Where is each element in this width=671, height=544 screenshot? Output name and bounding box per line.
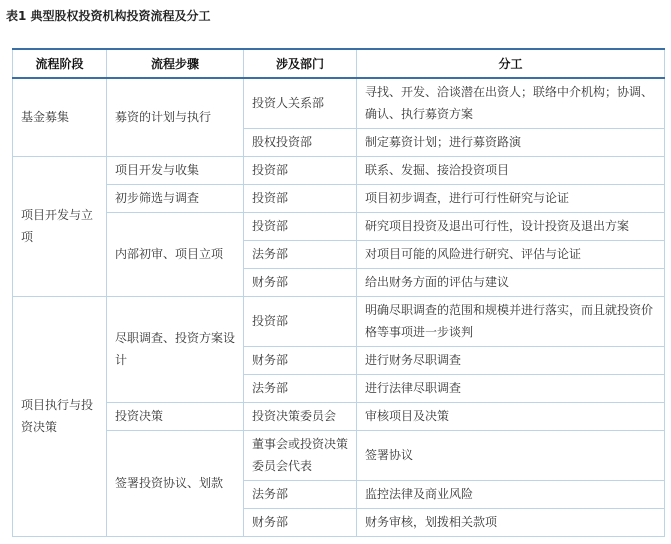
dept-cell: 法务部 bbox=[244, 480, 357, 508]
duty-cell: 项目初步调查，进行可行性研究与论证 bbox=[357, 184, 665, 212]
table-header-row bbox=[13, 49, 665, 78]
duty-cell: 签署协议 bbox=[357, 430, 665, 480]
table-row bbox=[13, 78, 665, 128]
stage-cell: 项目开发与立项 bbox=[13, 156, 107, 296]
dept-cell: 董事会或投资决策委员会代表 bbox=[244, 430, 357, 480]
step-cell: 尽职调查、投资方案设计 bbox=[107, 296, 244, 402]
dept-cell: 投资人关系部 bbox=[244, 78, 357, 128]
duty-cell: 寻找、开发、洽谈潜在出资人；联络中介机构；协调、确认、执行募资方案 bbox=[357, 78, 665, 128]
table-row bbox=[13, 296, 665, 346]
dept-cell: 股权投资部 bbox=[244, 128, 357, 156]
step-cell: 内部初审、项目立项 bbox=[107, 212, 244, 296]
duty-cell: 进行法律尽职调查 bbox=[357, 374, 665, 402]
header-step: 流程步骤 bbox=[107, 49, 244, 78]
step-cell: 初步筛选与调查 bbox=[107, 184, 244, 212]
table-row bbox=[13, 156, 665, 184]
duty-cell: 对项目可能的风险进行研究、评估与论证 bbox=[357, 240, 665, 268]
step-cell: 签署投资协议、划款 bbox=[107, 430, 244, 536]
duty-cell: 财务审核，划拨相关款项 bbox=[357, 508, 665, 536]
dept-cell: 投资决策委员会 bbox=[244, 402, 357, 430]
stage-cell: 项目执行与投资决策 bbox=[13, 296, 107, 536]
table-caption: 表1 典型股权投资机构投资流程及分工 bbox=[6, 9, 211, 23]
duty-cell: 给出财务方面的评估与建议 bbox=[357, 268, 665, 296]
dept-cell: 投资部 bbox=[244, 156, 357, 184]
table-row bbox=[13, 430, 665, 480]
dept-cell: 投资部 bbox=[244, 184, 357, 212]
header-stage: 流程阶段 bbox=[13, 49, 107, 78]
duty-cell: 制定募资计划；进行募资路演 bbox=[357, 128, 665, 156]
step-cell: 投资决策 bbox=[107, 402, 244, 430]
dept-cell: 法务部 bbox=[244, 240, 357, 268]
duty-cell: 审核项目及决策 bbox=[357, 402, 665, 430]
dept-cell: 财务部 bbox=[244, 508, 357, 536]
dept-cell: 投资部 bbox=[244, 296, 357, 346]
dept-cell: 财务部 bbox=[244, 346, 357, 374]
step-cell: 募资的计划与执行 bbox=[107, 78, 244, 156]
step-cell: 项目开发与收集 bbox=[107, 156, 244, 184]
table-row bbox=[13, 212, 665, 240]
duty-cell: 明确尽职调查的范围和规模并进行落实，而且就投资价格等事项进一步谈判 bbox=[357, 296, 665, 346]
duty-cell: 联系、发掘、接洽投资项目 bbox=[357, 156, 665, 184]
stage-cell: 基金募集 bbox=[13, 78, 107, 156]
duty-cell: 研究项目投资及退出可行性，设计投资及退出方案 bbox=[357, 212, 665, 240]
dept-cell: 法务部 bbox=[244, 374, 357, 402]
table-row bbox=[13, 184, 665, 212]
header-duty: 分工 bbox=[357, 49, 665, 78]
header-dept: 涉及部门 bbox=[244, 49, 357, 78]
table-row bbox=[13, 402, 665, 430]
duty-cell: 监控法律及商业风险 bbox=[357, 480, 665, 508]
dept-cell: 财务部 bbox=[244, 268, 357, 296]
duty-cell: 进行财务尽职调查 bbox=[357, 346, 665, 374]
investment-process-table bbox=[12, 48, 665, 537]
dept-cell: 投资部 bbox=[244, 212, 357, 240]
